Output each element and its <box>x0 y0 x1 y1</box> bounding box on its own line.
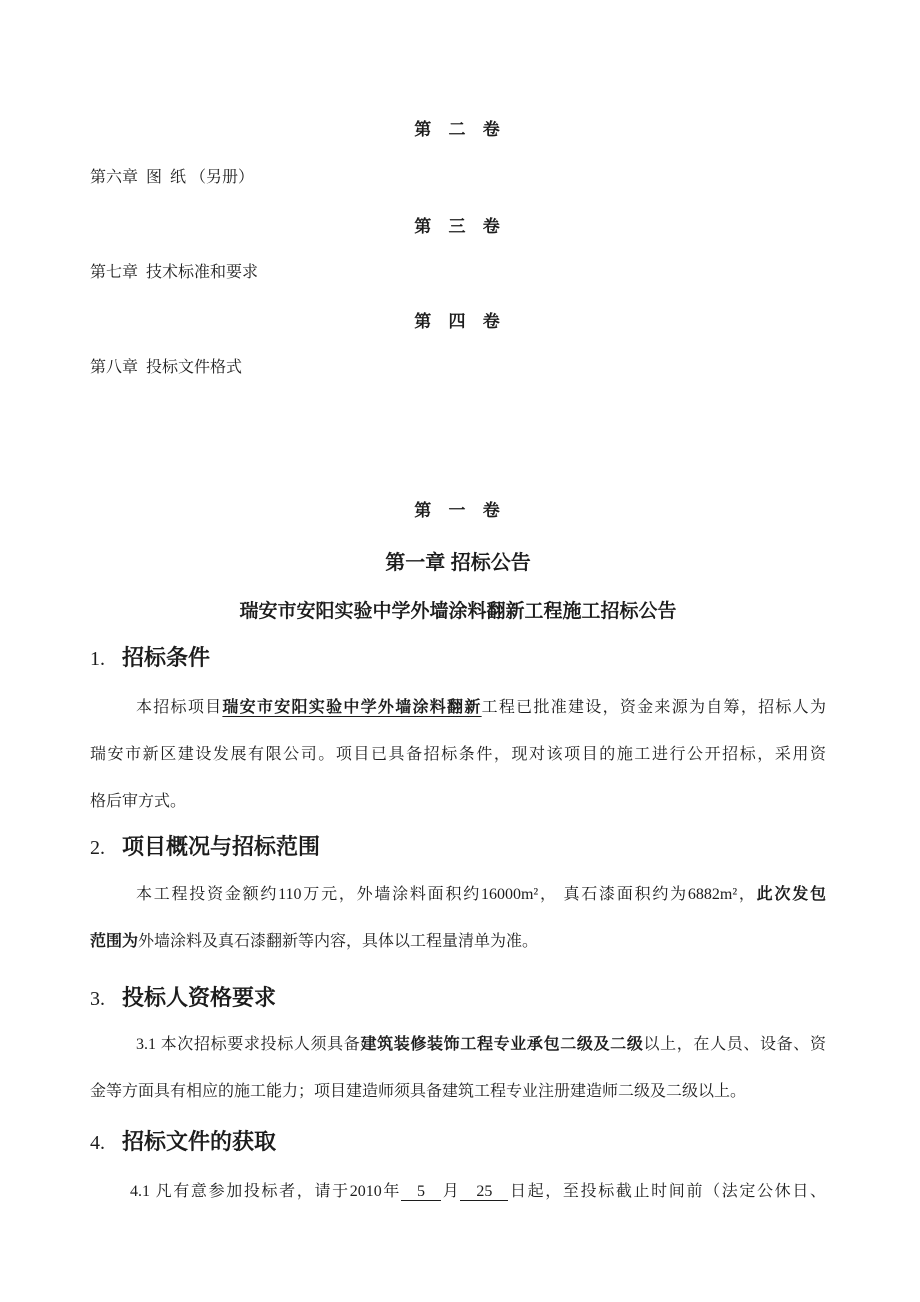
section-3-paragraph-line <box>90 1030 826 1060</box>
body-text: 月 <box>441 1183 461 1200</box>
section-4-paragraph-line <box>90 1177 826 1207</box>
section-3-heading <box>90 980 826 1016</box>
body-text: 4.1 凡有意参加投标者，请于2010年 <box>130 1183 402 1200</box>
section-1-paragraph-line <box>90 740 826 770</box>
section-2-heading <box>90 829 826 865</box>
body-text: 本招标项目 <box>136 699 223 716</box>
section-1-title: 招标条件 <box>122 645 211 670</box>
body-text: 工程已批准建设，资金来源为自筹，招标人为 <box>481 699 826 716</box>
section-4-heading <box>90 1124 826 1160</box>
section-1-paragraph-line <box>90 693 826 723</box>
body-text: 外墙涂料及真石漆翻新等内容，具体以工程量清单为准。 <box>138 933 539 950</box>
body-text: 本工程投资金额约110万元，外墙涂料面积约16000m²， 真石漆面积约为6882m²， <box>136 886 757 903</box>
section-3-number: 3. <box>90 988 105 1010</box>
notice-title: 瑞安市安阳实验中学外墙涂料翻新工程施工招标公告 <box>239 601 677 622</box>
section-2-paragraph-line <box>90 880 826 910</box>
section-3-paragraph-line <box>90 1077 826 1107</box>
chapter-7-entry: 第七章 技术标准和要求 <box>90 264 259 281</box>
section-2-title: 项目概况与招标范围 <box>122 834 321 859</box>
section-4-number: 4. <box>90 1132 105 1154</box>
body-text: 瑞安市新区建设发展有限公司。项目已具备招标条件，现对该项目的施工进行公开招标，采用资 <box>90 746 826 763</box>
section-4-title: 招标文件的获取 <box>122 1129 277 1154</box>
volume-4-heading: 第 四 卷 <box>414 312 502 331</box>
volume-2-heading: 第 二 卷 <box>414 120 502 139</box>
section-2-number: 2. <box>90 837 105 859</box>
volume-1-heading: 第 一 卷 <box>414 501 502 520</box>
body-text: 日起，至投标截止时间前（法定公休日、 <box>508 1183 826 1200</box>
project-name-emphasis: 瑞安市安阳实验中学外墙涂料翻新 <box>222 699 482 716</box>
body-text: 以上，在人员、设备、资 <box>643 1036 826 1053</box>
day-blank-field: 25 <box>460 1183 508 1201</box>
month-blank-field: 5 <box>401 1183 441 1201</box>
chapter-6-entry: 第六章 图 纸 （另册） <box>90 169 255 186</box>
volume-3-heading: 第 三 卷 <box>414 217 502 236</box>
body-text: 金等方面具有相应的施工能力；项目建造师须具备建筑工程专业注册建造师二级及二级以上。 <box>90 1083 747 1100</box>
qualification-emphasis: 建筑装修装饰工程专业承包二级及二级 <box>360 1036 644 1053</box>
section-1-heading <box>90 640 826 676</box>
chapter-8-entry: 第八章 投标文件格式 <box>90 359 243 376</box>
chapter-1-title: 第一章 招标公告 <box>385 552 531 574</box>
section-1-paragraph-line <box>90 787 826 817</box>
section-3-title: 投标人资格要求 <box>122 985 277 1010</box>
section-2-paragraph-line <box>90 927 826 957</box>
scope-emphasis: 范围为 <box>90 933 139 950</box>
body-text: 格后审方式。 <box>90 793 187 810</box>
body-text: 3.1 本次招标要求投标人须具备 <box>136 1036 361 1053</box>
scope-emphasis: 此次发包 <box>756 886 826 903</box>
section-1-number: 1. <box>90 648 105 670</box>
